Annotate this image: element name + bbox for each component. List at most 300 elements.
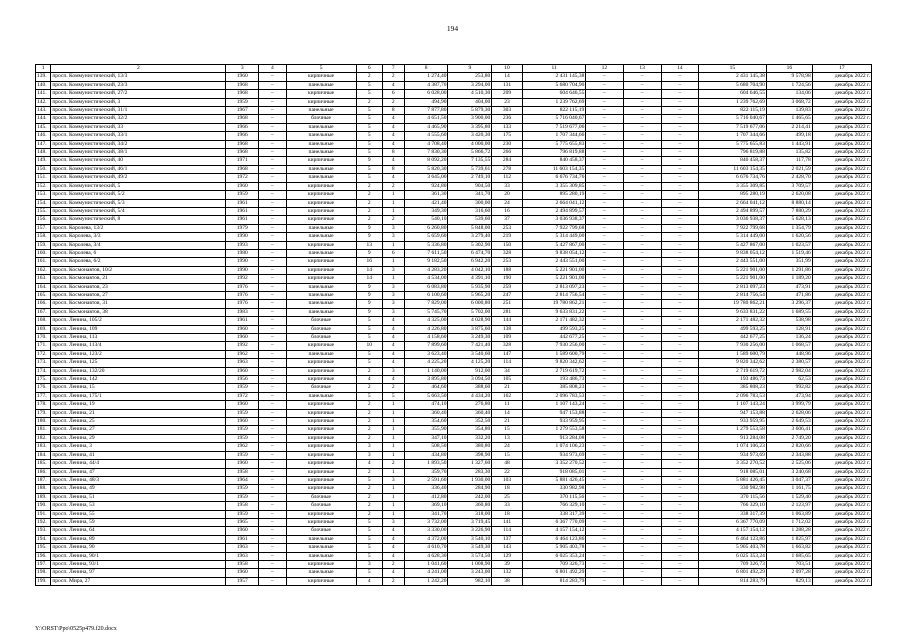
cell-cost: 330 982,98 [522, 485, 585, 493]
table-row [36, 291, 872, 299]
cell-col14: – [661, 258, 698, 266]
cell-area-total: 359,70 [404, 468, 448, 476]
cell-deadline: декабрь 2022 г. [812, 334, 871, 342]
cell-area-total: 4 610,70 [404, 544, 448, 552]
cell-floors: 2 [356, 199, 382, 207]
cell-deadline: декабрь 2022 г. [812, 275, 871, 283]
cell-floors: 5 [356, 569, 382, 577]
header-row [36, 65, 872, 73]
cell-residents: 109 [492, 334, 523, 342]
cell-address: просп. Ленина, 21 [51, 409, 226, 417]
cell-floors: 5 [356, 149, 382, 157]
cell-col4: – [259, 207, 286, 215]
cell-area-living: 4 391,10 [448, 275, 492, 283]
cell-area-total: 4 534,00 [404, 275, 448, 283]
cell-floors: 2 [356, 191, 382, 199]
cell-col4: – [259, 527, 286, 535]
cell-col4: – [259, 334, 286, 342]
cell-area-total: 369,10 [404, 502, 448, 510]
table-row [36, 300, 872, 308]
cell-entrances: 4 [382, 527, 404, 535]
cell-cost-total: 6 676 734,76 [699, 174, 767, 182]
cell-col14: – [661, 140, 698, 148]
cell-col13: – [623, 392, 661, 400]
cell-residents: 230 [492, 140, 523, 148]
cell-area-living: 5 879,30 [448, 107, 492, 115]
cell-cost-per-m2: 473,91 [766, 283, 812, 291]
cell-col4: – [259, 107, 286, 115]
cell-material: кирпичные [286, 258, 356, 266]
table-row [36, 241, 872, 249]
cell-num: 164. [36, 283, 51, 291]
cell-num: 174. [36, 367, 51, 375]
cell-entrances: 2 [382, 73, 404, 81]
cell-entrances: 4 [382, 317, 404, 325]
cell-col14: – [661, 401, 698, 409]
cell-material: кирпичные [286, 207, 356, 215]
cell-area-total: 5 336,80 [404, 241, 448, 249]
cell-col13: – [623, 266, 661, 274]
cell-area-total: 4 325,00 [404, 317, 448, 325]
cell-year: 1961 [226, 535, 259, 543]
cell-deadline: декабрь 2022 г. [812, 451, 871, 459]
cell-deadline: декабрь 2022 г. [812, 367, 871, 375]
cell-address: просп. Коммунистический, 32/2 [51, 115, 226, 123]
cell-floors: 2 [356, 409, 382, 417]
cell-num: 185. [36, 460, 51, 468]
cell-col12: – [586, 384, 623, 392]
cell-col13: – [623, 300, 661, 308]
cell-area-total: 7 611,50 [404, 249, 448, 257]
cell-entrances: 1 [382, 207, 404, 215]
cell-entrances: 1 [382, 468, 404, 476]
cell-col13: – [623, 342, 661, 350]
cell-year: 1976 [226, 291, 259, 299]
cell-cost-total: 934 973,69 [699, 451, 767, 459]
cell-deadline: декабрь 2022 г. [812, 241, 871, 249]
cell-cost-total: 1 074 106,23 [699, 443, 767, 451]
cell-floors: 10 [356, 342, 382, 350]
cell-cost-total: 2 431 145,38 [699, 73, 767, 81]
cell-col4: – [259, 115, 286, 123]
cell-col13: – [623, 157, 661, 165]
cell-residents: 114 [492, 359, 523, 367]
cell-cost-per-m2: 9 578,98 [766, 73, 812, 81]
table-row [36, 510, 872, 518]
cell-area-total: 412,80 [404, 493, 448, 501]
cell-cost: 1 107 143,24 [522, 401, 585, 409]
cell-deadline: декабрь 2022 г. [812, 552, 871, 560]
cell-col14: – [661, 451, 698, 459]
cell-col13: – [623, 81, 661, 89]
cell-cost-total: 1 589 600,79 [699, 350, 767, 358]
cell-material: кирпичные [286, 401, 356, 409]
cell-col14: – [661, 577, 698, 585]
table-row [36, 544, 872, 552]
cell-num: 152. [36, 182, 51, 190]
cell-floors: 3 [356, 443, 382, 451]
cell-cost-total: 5 881 426,45 [699, 476, 767, 484]
cell-residents: 11 [492, 401, 523, 409]
cell-year: 1963 [226, 544, 259, 552]
cell-col4: – [259, 535, 286, 543]
cell-year: 1960 [226, 325, 259, 333]
cell-entrances: 4 [382, 544, 404, 552]
table-row [36, 518, 872, 526]
cell-col14: – [661, 275, 698, 283]
cell-material: блочные [286, 527, 356, 535]
cell-area-living: 4 000,00 [448, 140, 492, 148]
cell-col14: – [661, 409, 698, 417]
cell-num: 153. [36, 191, 51, 199]
cell-num: 182. [36, 434, 51, 442]
cell-cost-per-m2: 2 123,97 [766, 502, 812, 510]
cell-cost: 947 153,88 [522, 409, 585, 417]
cell-col13: – [623, 460, 661, 468]
cell-residents: 253 [492, 224, 523, 232]
cell-col12: – [586, 157, 623, 165]
cell-cost-total: 2 814 756,54 [699, 291, 767, 299]
cell-deadline: декабрь 2022 г. [812, 81, 871, 89]
cell-col13: – [623, 149, 661, 157]
cell-residents: 253 [492, 258, 523, 266]
cell-cost-per-m2: 2 620,08 [766, 191, 812, 199]
cell-cost: 1 074 106,23 [522, 443, 585, 451]
cell-year: 1965 [226, 518, 259, 526]
cell-entrances: 4 [382, 376, 404, 384]
cell-entrances: 4 [382, 535, 404, 543]
cell-entrances: 2 [382, 384, 404, 392]
cell-col12: – [586, 216, 623, 224]
cell-col4: – [259, 317, 286, 325]
cell-col4: – [259, 569, 286, 577]
cell-area-living: 3 574,50 [448, 552, 492, 560]
cell-col4: – [259, 182, 286, 190]
cell-col13: – [623, 334, 661, 342]
cell-residents: 236 [492, 115, 523, 123]
cell-year: 1964 [226, 476, 259, 484]
cell-deadline: декабрь 2022 г. [812, 527, 871, 535]
cell-cost-total: 6 367 770,09 [699, 518, 767, 526]
cell-entrances: 1 [382, 434, 404, 442]
cell-cost: 2 494 899,57 [522, 207, 585, 215]
cell-area-living: 3 226,90 [448, 527, 492, 535]
cell-year: 1972 [226, 392, 259, 400]
cell-cost-total: 11 603 154,35 [699, 165, 767, 173]
cell-area-total: 360,40 [404, 409, 448, 417]
cell-cost: 6 676 734,76 [522, 174, 585, 182]
cell-residents: 278 [492, 165, 523, 173]
cell-col12: – [586, 535, 623, 543]
cell-cost-total: 5 716 040,67 [699, 115, 767, 123]
cell-year: 1961 [226, 199, 259, 207]
cell-area-total: 4 158,60 [404, 334, 448, 342]
cell-year: 1959 [226, 409, 259, 417]
cell-col14: – [661, 334, 698, 342]
cell-area-total: 2 591,60 [404, 476, 448, 484]
cell-address: просп. Коммунистический, 8 [51, 216, 226, 224]
cell-residents: 15 [492, 451, 523, 459]
cell-address: просп. Коммунистический, 5 [51, 182, 226, 190]
cell-year: 1958 [226, 468, 259, 476]
cell-entrances: 2 [382, 560, 404, 568]
cell-col4: – [259, 174, 286, 182]
cell-area-living: 6 474,70 [448, 249, 492, 257]
cell-col13: – [623, 476, 661, 484]
cell-area-total: 1 041,60 [404, 560, 448, 568]
cell-cost-per-m2: 1 443,91 [766, 140, 812, 148]
cell-col12: – [586, 283, 623, 291]
cell-floors: 9 [356, 308, 382, 316]
cell-entrances: 8 [382, 165, 404, 173]
cell-cost-total: 2 664 041,12 [699, 199, 767, 207]
cell-num: 177. [36, 392, 51, 400]
cell-address: просп. Ленина, 48/3 [51, 476, 226, 484]
cell-floors: 2 [356, 510, 382, 518]
cell-residents: 266 [492, 149, 523, 157]
cell-col14: – [661, 90, 698, 98]
cell-year: 1961 [226, 207, 259, 215]
cell-col14: – [661, 485, 698, 493]
cell-col13: – [623, 174, 661, 182]
cell-area-total: 508,50 [404, 443, 448, 451]
cell-col13: – [623, 165, 661, 173]
table-row [36, 90, 872, 98]
cell-residents: 219 [492, 233, 523, 241]
cell-cost: 2 664 041,12 [522, 199, 585, 207]
cell-deadline: декабрь 2022 г. [812, 502, 871, 510]
cell-cost-per-m2: 136,24 [766, 334, 812, 342]
cell-area-total: 6 028,00 [404, 90, 448, 98]
cell-cost-per-m2: 2 749,20 [766, 434, 812, 442]
cell-address: просп. Ленина, 105/2 [51, 317, 226, 325]
cell-cost-total: 7 922 799,68 [699, 224, 767, 232]
cell-year: 1963 [226, 359, 259, 367]
cell-area-total: 474,10 [404, 401, 448, 409]
cell-address: просп. Мира, 27 [51, 577, 226, 585]
cell-year: 1960 [226, 182, 259, 190]
housing-table [35, 64, 872, 586]
cell-col12: – [586, 367, 623, 375]
cell-residents: 129 [492, 552, 523, 560]
cell-deadline: декабрь 2022 г. [812, 308, 871, 316]
cell-num: 188. [36, 485, 51, 493]
cell-num: 140. [36, 81, 51, 89]
cell-area-total: 7 829,00 [404, 300, 448, 308]
cell-area-total: 4 283,20 [404, 266, 448, 274]
cell-cost-per-m2: 2 628,06 [766, 409, 812, 417]
table-row [36, 115, 872, 123]
cell-cost-total: 6 464 123,86 [699, 535, 767, 543]
cell-residents: 138 [492, 325, 523, 333]
cell-col13: – [623, 409, 661, 417]
table-row [36, 224, 872, 232]
cell-col4: – [259, 350, 286, 358]
cell-col4: – [259, 485, 286, 493]
cell-col4: – [259, 418, 286, 426]
cell-address: просп. Космонавтов, 23 [51, 283, 226, 291]
cell-col14: – [661, 98, 698, 106]
cell-deadline: декабрь 2022 г. [812, 359, 871, 367]
cell-col12: – [586, 241, 623, 249]
cell-entrances: 1 [382, 443, 404, 451]
cell-material: панельные [286, 300, 356, 308]
cell-floors: 5 [356, 317, 382, 325]
cell-cost-per-m2: 2 343,88 [766, 451, 812, 459]
header-cell-year: 3 [226, 65, 259, 73]
cell-col13: – [623, 115, 661, 123]
table-row [36, 485, 872, 493]
table-row [36, 266, 872, 274]
cell-num: 167. [36, 308, 51, 316]
cell-year: 1960 [226, 418, 259, 426]
cell-col13: – [623, 224, 661, 232]
cell-cost-per-m2: 829,13 [766, 577, 812, 585]
cell-cost: 3 355 309,85 [522, 182, 585, 190]
cell-cost-per-m2: 3 296,37 [766, 300, 812, 308]
cell-col4: – [259, 476, 286, 484]
cell-col4: – [259, 283, 286, 291]
cell-col14: – [661, 207, 698, 215]
cell-deadline: декабрь 2022 г. [812, 258, 871, 266]
header-cell-cost-total: 15 [699, 65, 767, 73]
cell-col12: – [586, 485, 623, 493]
cell-num: 178. [36, 401, 51, 409]
cell-col14: – [661, 426, 698, 434]
cell-area-living: 6 942,20 [448, 258, 492, 266]
cell-deadline: декабрь 2022 г. [812, 401, 871, 409]
cell-material: панельные [286, 249, 356, 257]
cell-num: 181. [36, 426, 51, 434]
cell-material: панельные [286, 224, 356, 232]
cell-cost-total: 913 284,08 [699, 434, 767, 442]
cell-col13: – [623, 510, 661, 518]
cell-col14: – [661, 241, 698, 249]
cell-num: 187. [36, 476, 51, 484]
cell-address: просп. Ленина, 19 [51, 401, 226, 409]
table-row [36, 560, 872, 568]
cell-cost: 193 486,73 [522, 376, 585, 384]
cell-col13: – [623, 367, 661, 375]
cell-entrances: 1 [382, 401, 404, 409]
cell-area-living: 2 749,10 [448, 174, 492, 182]
cell-material: панельные [286, 123, 356, 131]
cell-floors: 2 [356, 367, 382, 375]
cell-col12: – [586, 334, 623, 342]
header-cell-deadline: 17 [812, 65, 871, 73]
cell-deadline: декабрь 2022 г. [812, 443, 871, 451]
cell-deadline: декабрь 2022 г. [812, 191, 871, 199]
cell-material: кирпичные [286, 241, 356, 249]
cell-col4: – [259, 258, 286, 266]
cell-cost: 5 221 901,00 [522, 275, 585, 283]
cell-residents: 14 [492, 409, 523, 417]
cell-col13: – [623, 283, 661, 291]
cell-num: 145. [36, 123, 51, 131]
cell-col12: – [586, 258, 623, 266]
cell-col14: – [661, 510, 698, 518]
cell-area-total: 4 628,30 [404, 552, 448, 560]
cell-deadline: декабрь 2022 г. [812, 535, 871, 543]
cell-col12: – [586, 300, 623, 308]
cell-floors: 3 [356, 451, 382, 459]
cell-entrances: 3 [382, 283, 404, 291]
cell-cost-total: 5 427 867,00 [699, 241, 767, 249]
cell-entrances: 4 [382, 359, 404, 367]
cell-floors: 5 [356, 115, 382, 123]
cell-col4: – [259, 342, 286, 350]
cell-col12: – [586, 291, 623, 299]
cell-address: просп. Ленина, 25 [51, 418, 226, 426]
cell-col4: – [259, 401, 286, 409]
cell-cost-per-m2: 139,83 [766, 107, 812, 115]
table-row [36, 73, 872, 81]
table-row [36, 165, 872, 173]
cell-cost-total: 7 930 256,00 [699, 342, 767, 350]
cell-area-living: 3 249,30 [448, 334, 492, 342]
cell-num: 179. [36, 409, 51, 417]
table-row [36, 493, 872, 501]
cell-material: панельные [286, 283, 356, 291]
cell-num: 161. [36, 258, 51, 266]
cell-floors: 2 [356, 401, 382, 409]
cell-num: 148. [36, 149, 51, 157]
cell-cost: 5 680 704,90 [522, 81, 585, 89]
cell-year: 1960 [226, 401, 259, 409]
cell-entrances: 1 [382, 493, 404, 501]
cell-entrances: 3 [382, 233, 404, 241]
cell-deadline: декабрь 2022 г. [812, 140, 871, 148]
cell-deadline: декабрь 2022 г. [812, 224, 871, 232]
cell-cost-total: 3 352 270,52 [699, 460, 767, 468]
cell-area-total: 8 092,20 [404, 157, 448, 165]
cell-area-total: 421,40 [404, 199, 448, 207]
cell-cost: 1 239 762,69 [522, 98, 585, 106]
cell-address: просп. Коммунистический, 38/1 [51, 149, 226, 157]
cell-col12: – [586, 409, 623, 417]
cell-area-living: 4 042,10 [448, 266, 492, 274]
cell-cost-total: 3 355 309,85 [699, 182, 767, 190]
cell-col13: – [623, 123, 661, 131]
cell-material: кирпичные [286, 342, 356, 350]
cell-area-total: 434,80 [404, 451, 448, 459]
cell-material: панельные [286, 544, 356, 552]
cell-year: 1979 [226, 224, 259, 232]
cell-area-total: 3 330,00 [404, 527, 448, 535]
cell-entrances: 4 [382, 132, 404, 140]
cell-cost: 5 881 426,45 [522, 476, 585, 484]
header-cell-col14: 14 [661, 65, 698, 73]
cell-entrances: 1 [382, 199, 404, 207]
cell-entrances: 2 [382, 460, 404, 468]
cell-entrances: 3 [382, 476, 404, 484]
cell-col4: – [259, 165, 286, 173]
cell-deadline: декабрь 2022 г. [812, 392, 871, 400]
cell-deadline: декабрь 2022 г. [812, 510, 871, 518]
cell-area-living: 332,20 [448, 434, 492, 442]
cell-address: просп. Ленина, 55 [51, 510, 226, 518]
cell-material: панельные [286, 165, 356, 173]
cell-deadline: декабрь 2022 г. [812, 350, 871, 358]
cell-col13: – [623, 132, 661, 140]
table-row [36, 233, 872, 241]
cell-area-living: 5 935,90 [448, 283, 492, 291]
cell-address: просп. Коммунистический, 46/1 [51, 165, 226, 173]
cell-entrances: 1 [382, 485, 404, 493]
cell-cost-total: 1 239 762,69 [699, 98, 767, 106]
cell-cost-per-m2: 3 068,72 [766, 98, 812, 106]
cell-area-living: 3 279,40 [448, 233, 492, 241]
